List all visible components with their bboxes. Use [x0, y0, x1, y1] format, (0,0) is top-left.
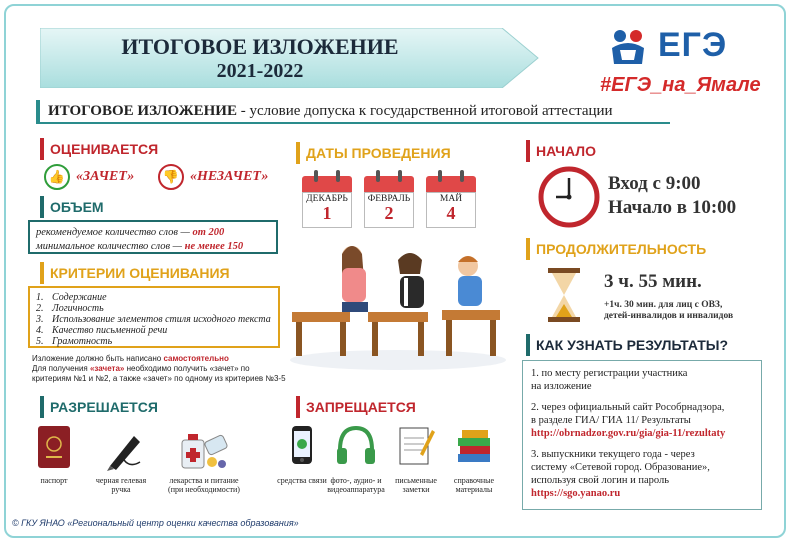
passport-icon — [36, 424, 72, 470]
calendar-date — [426, 170, 476, 228]
criteria-item-text: Логичность — [52, 303, 104, 314]
results-link-obrnadzor[interactable]: http://obrnadzor.gov.ru/gia/gia-11/rezultaty — [531, 428, 726, 439]
results-item-1 — [531, 367, 753, 393]
criteria-item-number: 4. — [36, 325, 44, 336]
logo-text: ЕГЭ — [658, 26, 728, 64]
calendar-ring — [376, 170, 380, 182]
page-year: 2021-2022 — [216, 60, 304, 82]
volume-recommended — [36, 226, 270, 240]
start-begin: Начало в 10:00 — [608, 197, 737, 218]
results-item-2 — [531, 401, 753, 440]
thumbs-down-icon: 👎 — [158, 164, 184, 190]
note-line1 — [32, 354, 292, 364]
criteria-item — [36, 336, 272, 347]
volume-box — [28, 220, 278, 254]
criteria-item-number: 1. — [36, 292, 44, 303]
grade-fail — [158, 164, 268, 190]
allowed-item-3: лекарства и питание (при необходимости) — [168, 476, 240, 494]
students-illustration — [290, 240, 506, 370]
calendar-month: ФЕВРАЛЬ — [367, 194, 411, 204]
subheading-bold: ИТОГОВОЕ ИЗЛОЖЕНИЕ — [48, 103, 237, 119]
books-icon — [454, 424, 494, 468]
medicine-icon — [178, 428, 230, 472]
duration-header: ПРОДОЛЖИТЕЛЬНОСТЬ — [526, 238, 706, 260]
calendar-month: МАЙ — [439, 194, 463, 204]
footer-credit: © ГКУ ЯНАО «Региональный центр оценки качества образования» — [12, 518, 299, 528]
calendar-ring — [460, 170, 464, 182]
allowed-item-2: черная гелевая ручка — [95, 476, 147, 494]
note-line2-b: «зачета» — [89, 364, 125, 373]
title-banner — [40, 28, 540, 88]
forbidden-header: ЗАПРЕЩАЕТСЯ — [296, 396, 416, 418]
duration-main: 3 ч. 55 мин. — [604, 271, 702, 292]
results-item-3-line1: 3. выпускники текущего года - через — [531, 449, 695, 460]
note-line1-a: Изложение должно быть написано — [32, 354, 164, 363]
subheading-rest: - условие допуска к государственной итоговой аттестации — [236, 103, 613, 119]
calendar-header — [426, 176, 476, 192]
calendar-ring — [438, 170, 442, 182]
calendar-header — [364, 176, 414, 192]
results-item-2-line2: в разделе ГИА/ ГИА 11/ Результаты — [531, 415, 691, 426]
hashtag: #ЕГЭ_на_Ямале — [600, 74, 761, 96]
clock-icon — [538, 166, 600, 228]
allowed-header: РАЗРЕШАЕТСЯ — [40, 396, 158, 418]
calendar-month: ДЕКАБРЬ — [306, 194, 348, 204]
thumbs-up-icon: 👍 — [44, 164, 70, 190]
forbidden-item-2: фото-, аудио- и видеоаппаратура — [327, 476, 385, 494]
pen-icon — [104, 428, 148, 472]
results-link-sgo[interactable]: https://sgo.yanao.ru — [531, 488, 621, 499]
duration-extra-line2: детей-инвалидов и инвалидов — [604, 311, 734, 321]
note-line2-c: необходимо получить «зачет» по — [124, 364, 250, 373]
criteria-item-text: Качество письменной речи — [52, 325, 168, 336]
forbidden-item-1: средства связи — [277, 476, 327, 485]
results-item-1-line2: на изложение — [531, 381, 592, 392]
criteria-item-number: 3. — [36, 314, 44, 325]
criteria-note — [32, 354, 292, 384]
calendar-ring — [314, 170, 318, 182]
results-item-1-line1: 1. по месту регистрации участника — [531, 368, 688, 379]
volume-header: ОБЪЕМ — [40, 196, 104, 218]
criteria-item — [36, 314, 272, 325]
calendar-date — [364, 170, 414, 228]
duration-extra — [604, 300, 733, 322]
criteria-list — [36, 292, 272, 347]
criteria-item-number: 5. — [36, 336, 44, 347]
results-item-3 — [531, 448, 753, 500]
criteria-item-text: Грамотность — [52, 336, 113, 347]
calendar-day: 1 — [322, 203, 332, 223]
headphones-icon — [334, 424, 378, 466]
start-header: НАЧАЛО — [526, 140, 596, 162]
results-item-3-line2: систему «Сетевой город. Образование», — [531, 462, 710, 473]
results-item-3-line3: используя свой логин и пароль — [531, 475, 670, 486]
calendar-day: 4 — [446, 203, 456, 223]
results-header: КАК УЗНАТЬ РЕЗУЛЬТАТЫ? — [526, 334, 728, 356]
phone-icon — [290, 424, 314, 466]
criteria-item — [36, 303, 272, 314]
note-line2-a: Для получения — [32, 364, 90, 373]
allowed-item-1: паспорт — [40, 476, 68, 485]
dates-calendars — [302, 170, 472, 230]
forbidden-item-4: справочные материалы — [453, 476, 495, 494]
criteria-item — [36, 325, 272, 336]
volume-recommended-value: от 200 — [192, 227, 225, 238]
evaluated-header: ОЦЕНИВАЕТСЯ — [40, 138, 158, 160]
notes-icon — [396, 424, 436, 468]
start-entry: Вход с 9:00 — [608, 173, 701, 194]
dates-header: ДАТЫ ПРОВЕДЕНИЯ — [296, 142, 451, 164]
grade-fail-label: «НЕЗАЧЕТ» — [190, 169, 269, 184]
volume-minimum — [36, 240, 270, 254]
hourglass-icon — [546, 266, 582, 324]
calendar-ring — [398, 170, 402, 182]
note-line3: критериям №1 и №2, а также «зачет» по одному из критериев №3-5 — [32, 374, 286, 383]
criteria-item-text: Содержание — [52, 292, 107, 303]
grade-pass — [44, 164, 134, 190]
results-item-2-line1: 2. через официальный сайт Рособрнадзора, — [531, 402, 725, 413]
forbidden-item-3: письменные заметки — [395, 476, 437, 494]
calendar-ring — [336, 170, 340, 182]
volume-recommended-label: рекомендуемое количество слов — — [36, 227, 193, 238]
calendar-day: 2 — [384, 203, 394, 223]
ege-logo-icon — [606, 24, 650, 68]
criteria-header: КРИТЕРИИ ОЦЕНИВАНИЯ — [40, 262, 230, 284]
results-box — [522, 360, 762, 510]
criteria-item — [36, 292, 272, 303]
subheading — [36, 100, 670, 124]
volume-minimum-value: не менее 150 — [184, 241, 244, 252]
calendar-header — [302, 176, 352, 192]
criteria-item-number: 2. — [36, 303, 44, 314]
calendar-date — [302, 170, 352, 228]
volume-minimum-label: минимальное количество слов — — [36, 241, 185, 252]
criteria-item-text: Использование элементов стиля исходного текста — [52, 314, 271, 325]
note-line2 — [32, 364, 292, 374]
note-line1-b: самостоятельно — [163, 354, 229, 363]
ege-logo — [600, 22, 770, 70]
page-title: ИТОГОВОЕ ИЗЛОЖЕНИЕ — [121, 34, 399, 59]
criteria-box — [28, 286, 280, 348]
duration-extra-line1: +1ч. 30 мин. для лиц с ОВЗ, — [604, 300, 723, 310]
grade-pass-label: «ЗАЧЕТ» — [76, 169, 135, 184]
